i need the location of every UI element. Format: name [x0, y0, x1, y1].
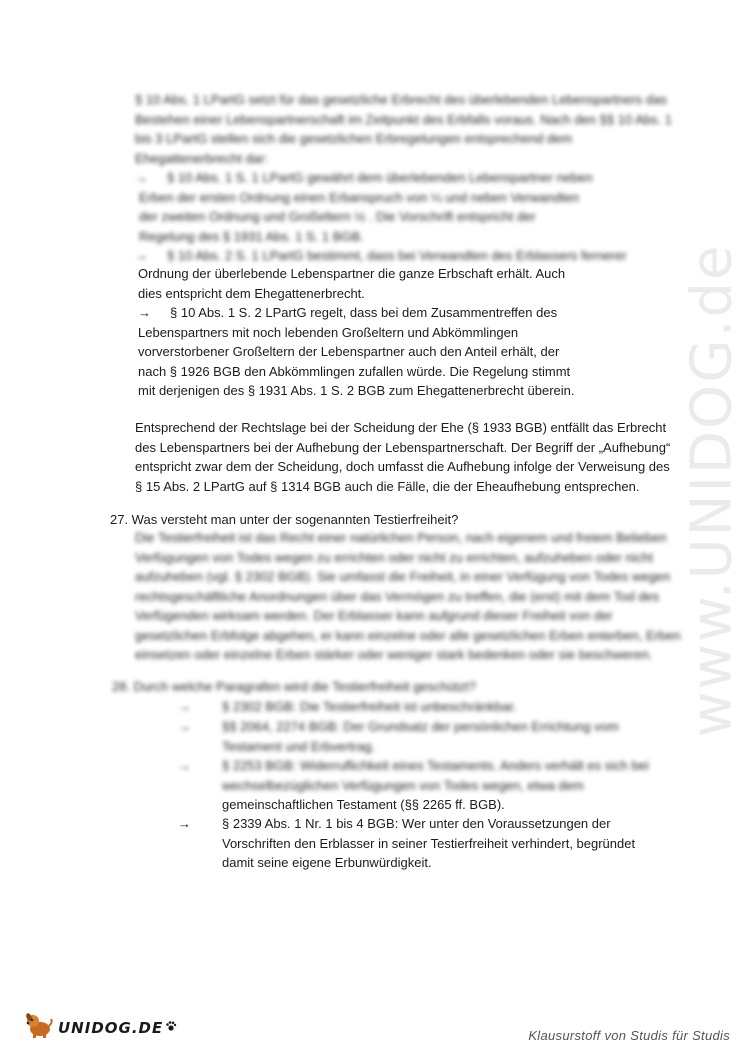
text-line: Ordnung der überlebende Lebenspartner die ganze Erbschaft erhält. Auch [138, 266, 566, 281]
text-line: § 10 Abs. 1 LPartG setzt für das gesetzliche Erbrecht des überlebenden Lebenspartners das [135, 92, 667, 107]
text-line: Die Testierfreiheit ist das Recht einer natürlichen Person, nach eigenem und freiem Belieben [135, 530, 667, 545]
text-line: der zweiten Ordnung und Großeltern ½ . Die Vorschrift entspricht der [139, 209, 536, 224]
bullet-2-and-3 [138, 264, 575, 401]
q28-bullet-4 [178, 814, 635, 873]
text-line: § 15 Abs. 2 LPartG auf § 1314 BGB auch die Fälle, die der Eheaufhebung entsprechen. [135, 478, 640, 494]
text-line: §§ 2064, 2274 BGB: Der Grundsatz der persönlichen Errichtung vom [222, 719, 619, 734]
q28-bullet-3-visible [222, 795, 505, 815]
intro-paragraph [135, 90, 672, 168]
text-line: Bestehen einer Lebenspartnerschaft im Zeitpunkt des Erbfalls voraus. Nach den §§ 10 Abs. 1 [135, 111, 672, 127]
text-line: aufzuheben (vgl. § 2302 BGB). Sie umfasst die Freiheit, in einer Verfügung von Todes wegen [135, 569, 671, 584]
text-line: rechtsgeschäftliche Anordnungen über das Vermögen zu treffen, die (erst) mit dem Tod des [135, 588, 660, 604]
arrow-icon: → [138, 305, 151, 320]
text-line: Entsprechend der Rechtslage bei der Scheidung der Ehe (§ 1933 BGB) entfällt das Erbrecht [135, 420, 667, 435]
arrow-icon: → [178, 699, 191, 714]
text-line: gesetzlichen Erbfolge abgehen, er kann einzelne oder alle gesetzlichen Erben enterben, Erben [135, 627, 681, 643]
dog-mascot-icon [24, 1010, 54, 1045]
text-line: vorverstorbener Großeltern der Lebenspartner auch den Anteil erhält, der [138, 344, 560, 359]
text-line: bis 3 LPartG stellen sich die gesetzlichen Erbregelungen entsprechend dem [135, 131, 573, 146]
footer-tagline: Klausurstoff von Studis für Studis [528, 1028, 730, 1043]
text-line: Regelung des § 1931 Abs. 1 S. 1 BGB. [139, 228, 364, 244]
text-line: Verfügenden wirksam werden. Der Erblasser kann aufgrund dieser Freiheit von der [135, 608, 613, 623]
arrow-icon: → [178, 719, 191, 734]
text-line: Verfügungen von Todes wegen zu errichten oder nicht zu errichten, aufzuheben oder nicht [135, 549, 653, 565]
watermark-text: www.UNIDOG.de [679, 243, 745, 737]
q28-bullet-2 [178, 717, 619, 756]
bullet-2-first-line [135, 246, 627, 266]
q28-bullet-3 [178, 756, 649, 795]
arrow-icon: → [178, 758, 191, 773]
text-line: einsetzen oder einzelne Erben stärker oder weniger stark bedenken oder sie beschweren. [135, 647, 653, 662]
text-line: entspricht zwar dem der Scheidung, doch umfasst die Aufhebung infolge der Verweisung des [135, 459, 670, 474]
text-line: dies entspricht dem Ehegattenerbrecht. [138, 285, 365, 301]
text-line: gemeinschaftlichen Testament (§§ 2265 ff. BGB). [222, 797, 505, 812]
question-28-title [112, 677, 476, 697]
question-27-title [110, 510, 458, 530]
arrow-icon: → [135, 248, 148, 263]
text-line: mit derjenigen des § 1931 Abs. 1 S. 2 BGB zum Ehegattenerbrecht überein. [138, 383, 575, 398]
text-line: damit seine eigene Erbunwürdigkeit. [222, 855, 432, 870]
scheidung-paragraph [135, 418, 670, 496]
text-line: Erben der ersten Ordnung einen Erbanspruch von ¼ und neben Verwandten [139, 189, 580, 205]
arrow-icon: → [178, 816, 191, 831]
question-27-answer [135, 528, 681, 665]
question-title: 28. Durch welche Paragrafen wird die Testierfreiheit geschützt? [112, 679, 476, 694]
logo-text: UNIDOG.DE [58, 1018, 164, 1037]
question-title: 27. Was versteht man unter der sogenannten Testierfreiheit? [110, 512, 459, 527]
text-line: des Lebenspartners bei der Aufhebung der Lebenspartnerschaft. Der Begriff der „Aufhebung“ [135, 439, 671, 455]
bullet-1 [135, 168, 593, 246]
footer-logo[interactable] [24, 1010, 177, 1045]
text-line: § 10 Abs. 2 S. 1 LPartG bestimmt, dass bei Verwandten des Erblassers fernerer [167, 248, 627, 263]
text-line: § 2302 BGB: Die Testierfreiheit ist unbeschränkbar. [222, 699, 517, 714]
text-line: § 10 Abs. 1 S. 2 LPartG regelt, dass bei dem Zusammentreffen des [170, 305, 558, 320]
text-line: Ehegattenerbrecht dar: [135, 150, 268, 166]
paw-icon [165, 1019, 177, 1037]
text-line: Testament und Erbvertrag. [222, 738, 376, 754]
text-line: Vorschriften den Erblasser in seiner Testierfreiheit verhindert, begründet [222, 835, 636, 851]
q28-bullet-1 [178, 697, 517, 717]
text-line: nach § 1926 BGB den Abkömmlingen zufallen würde. Die Regelung stimmt [138, 363, 571, 379]
text-line: § 2339 Abs. 1 Nr. 1 bis 4 BGB: Wer unter den Voraussetzungen der [222, 816, 611, 831]
text-line: § 10 Abs. 1 S. 1 LPartG gewährt dem überlebenden Lebenspartner neben [167, 170, 593, 185]
text-line: § 2253 BGB: Widerruflichkeit eines Testaments. Anders verhält es sich bei [222, 758, 649, 773]
text-line: Lebenspartners mit noch lebenden Großeltern und Abkömmlingen [138, 324, 519, 340]
arrow-icon: → [135, 170, 148, 185]
text-line: wechselbezüglichen Verfügungen von Todes wegen, etwa dem [222, 777, 584, 793]
